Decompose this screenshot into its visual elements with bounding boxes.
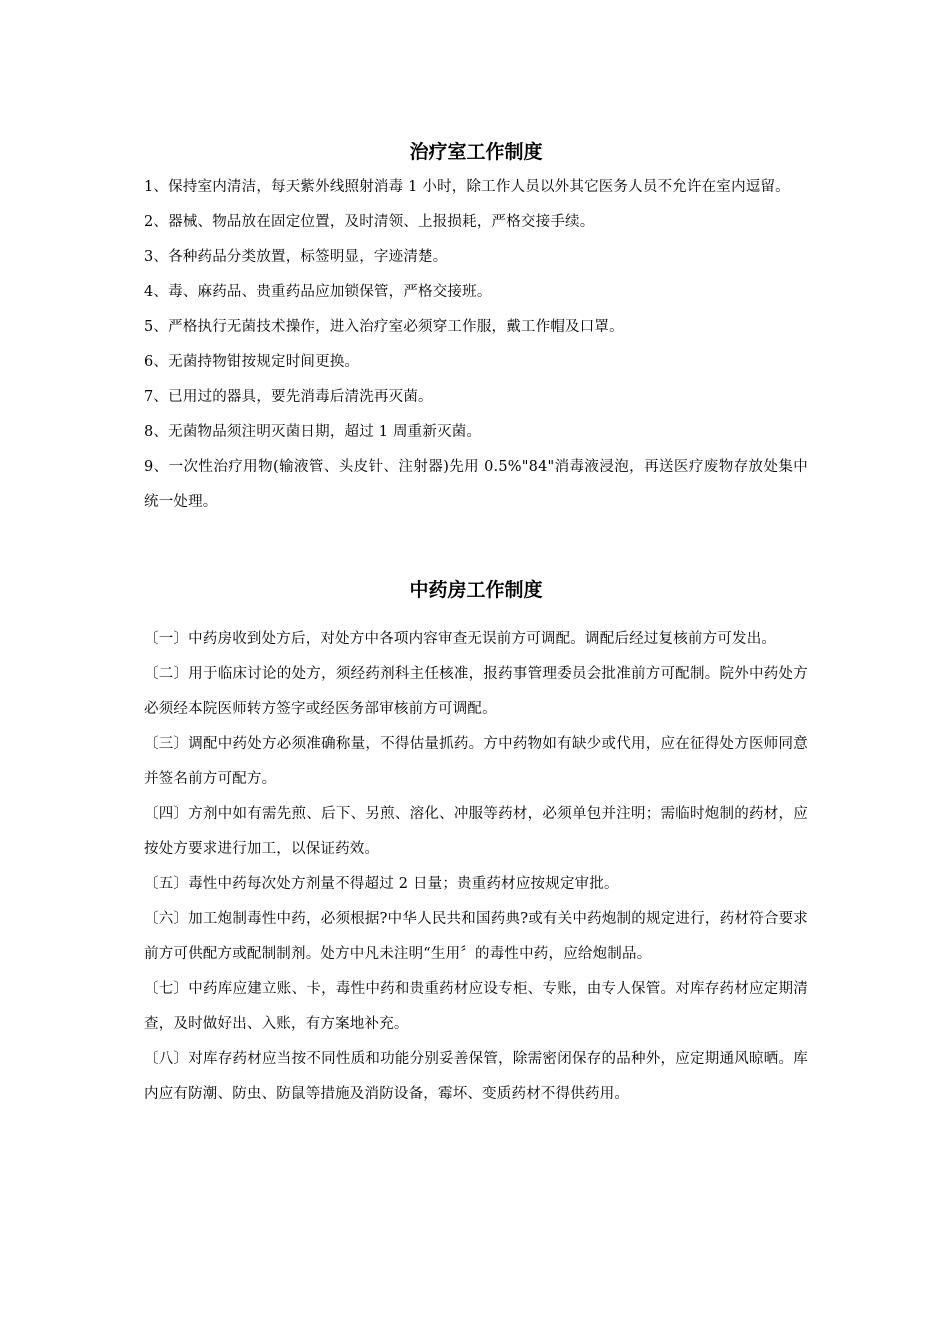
section-chinese-pharmacy-rules bbox=[144, 622, 808, 1112]
pharmacy-rule-1: 〔一〕中药房收到处方后，对处方中各项内容审查无误前方可调配。调配后经过复核前方可发出。 bbox=[144, 631, 777, 647]
section-treatment-room-rules bbox=[144, 170, 808, 520]
section-title-chinese-pharmacy: 中药房工作制度 bbox=[409, 579, 543, 601]
pharmacy-rule-8: 〔八〕对库存药材应当按不同性质和功能分别妥善保管，除需密闭保存的品种外，应定期通风晾晒。库内应有防潮、防虫、防鼠等措施及消防设备，霉坏、变质药材不得供药用。 bbox=[144, 1051, 808, 1102]
pharmacy-rule-3: 〔三〕调配中药处方必须准确称量，不得估量抓药。方中药物如有缺少或代用，应在征得处方医师同意并签名前方可配方。 bbox=[144, 736, 808, 787]
pharmacy-rule-4: 〔四〕方剂中如有需先煎、后下、另煎、溶化、冲服等药材，必须单包并注明；需临时炮制的药材，应按处方要求进行加工，以保证药效。 bbox=[144, 806, 808, 857]
rule-item-3: 3、各种药品分类放置，标签明显，字迹清楚。 bbox=[144, 249, 448, 265]
pharmacy-rule-6: 〔六〕加工炮制毒性中药，必须根据?中华人民共和国药典?或有关中药炮制的规定进行，药材符合要求前方可供配方或配制制剂。处方中凡未注明“生用〞的毒性中药，应给炮制品。 bbox=[144, 911, 808, 962]
rule-item-5: 5、严格执行无菌技术操作，进入治疗室必须穿工作服，戴工作帽及口罩。 bbox=[144, 319, 624, 335]
pharmacy-rule-2: 〔二〕用于临床讨论的处方，须经药剂科主任核准，报药事管理委员会批准前方可配制。院外中药处方必须经本院医师转方签字或经医务部审核前方可调配。 bbox=[144, 666, 808, 717]
rule-item-1: 1、保持室内清洁，每天紫外线照射消毒 1 小时，除工作人员以外其它医务人员不允许在室内逗留。 bbox=[144, 179, 790, 195]
rule-item-6: 6、无菌持物钳按规定时间更换。 bbox=[144, 354, 360, 370]
rule-item-8: 8、无菌物品须注明灭菌日期，超过 1 周重新灭菌。 bbox=[144, 424, 482, 440]
section-title-treatment-room: 治疗室工作制度 bbox=[409, 141, 543, 163]
pharmacy-rule-7: 〔七〕中药库应建立账、卡，毒性中药和贵重药材应设专柜、专账，由专人保管。对库存药材应定期清查，及时做好出、入账，有方案地补充。 bbox=[144, 981, 808, 1032]
rule-item-2: 2、器械、物品放在固定位置，及时清领、上报损耗，严格交接手续。 bbox=[144, 214, 595, 230]
pharmacy-rule-5: 〔五〕毒性中药每次处方剂量不得超过 2 日量；贵重药材应按规定审批。 bbox=[144, 876, 619, 892]
rule-item-9: 9、一次性治疗用物(输液管、头皮针、注射器)先用 0.5%"84"消毒液浸泡，再送医疗废物存放处集中统一处理。 bbox=[144, 459, 808, 510]
rule-item-7: 7、已用过的器具，要先消毒后清洗再灭菌。 bbox=[144, 389, 433, 405]
rule-item-4: 4、毒、麻药品、贵重药品应加锁保管，严格交接班。 bbox=[144, 284, 492, 300]
